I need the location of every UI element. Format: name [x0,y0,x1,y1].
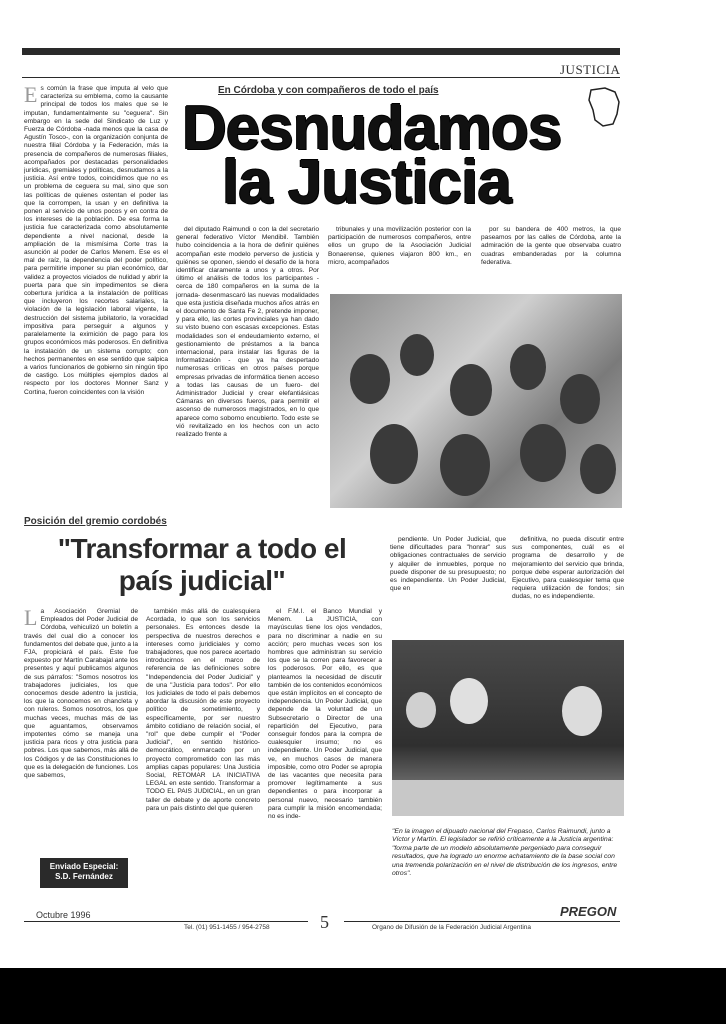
audience-figure [510,344,546,390]
footer-date: Octubre 1996 [36,910,91,920]
article2-column-5 [512,536,624,626]
article2-column-3 [268,608,382,892]
article2-col1-text: a Asociación Gremial de Empleados del Poder Judicial de Córdoba, vehiculizó un boletín a través del cual dio a conocer los fundamentos del debate que, junto a la FJA, propiciará el país. Este fue expuesto por Martín Carabajal ante los presentes y aquí publicamos algunos de sus párrafos: "Somos nosotros los trabajadores judiciales, los que conocemos desde adentro la justicia, los que la conocemos en chancleta y con ruleros. Somos nosotros, los que muchas veces, muchas más de las que aguantamos, observamos impotentes cómo se maneja una justicia para ricos y otra justicia para pobres. Los que sabemos, más allá de los Códigos y de las Constituciones lo que es la delegación de funciones. Los que sabemos, [24,608,138,780]
panel-person-right [562,686,602,736]
header-thin-rule [22,77,620,78]
byline-label: Enviado Especial: [49,862,119,871]
article2-col3-text: el F.M.I. el Banco Mundial y Menem. La JUSTICIA, con mayúsculas tiene los ojos vendados, para no discriminar a nadie en su acción; pero muchas veces son los hombres que administran su servicio los que se la corren para favorecer a los poderosos. Por ello, es que planteamos la necesidad de discutir también de los contenidos económicos que están implícitos en el concepto de independencia. Un Poder Judicial, que depende de la voluntad de un Subsecretario o Director de una repartición del Ejecutivo, para conseguir fondos para la compra de cualesquier insumo; no es independiente. Un Poder Judicial, que ve, en muchos casos de manera imposible, como otro Poder se apropia de las vacantes que necesita para promover legítimamente a sus dependientes o para incorporar a personal nuevo, necesario también para cumplir la misión encomendada; no es inde- [268,608,382,821]
article1-column-4 [481,226,621,278]
article2-column-2 [146,608,260,892]
panel-person-center [450,678,488,724]
section-title: JUSTICIA [560,62,621,77]
article2-kicker: Posición del gremio cordobés [24,516,167,527]
panel-photo [392,640,624,816]
article2-headline-line2: país judicial" [118,565,286,596]
article1-kicker: En Córdoba y con compañeros de todo el país [218,85,439,96]
audience-figure [440,434,490,496]
bottom-black-band [0,968,726,1024]
audience-figure [350,354,390,404]
audience-figure [400,334,434,376]
byline-box [40,858,128,888]
article1-col2-text: del diputado Raimundi o con la del secretario general federativo Víctor Mendibil. También hubo coincidencia a la hora de definir quiénes acompañan este modelo perverso de justicia y quiénes se oponen, siendo el desafío de la hora identificar claramente a unos y a otros. Por último el análisis de todos los participantes -cerca de 180 compañeros en la suma de la jornada- desenmascaró las nuevas modalidades que esta justicia diseñada muchos años atrás en el documento de Santa Fe 2, pretende imponer, y para ello, las cortes provinciales ya han dado su visto bueno con escasas excepciones. Estas modalidades son el endeudamiento externo, el gestionamiento de préstamos a la banca internacional, para instalar las figuras de la Informatización - que ya ha despertado numerosas críticas en otros países porque empresas privadas de informática tienen acceso a todas las causas de un fuero- del Administrador Judicial y crear elefantiásicas Cámaras en diversos fueros, para permitir el ascenso de numerosos magistrados, en lo que aparece como soborno encubierto. Todo este se vió revitalizado en los hechos con un acto realizado frente a [176,226,319,439]
pregon-logo: PREGON [560,904,617,919]
audience-figure [450,364,492,416]
byline-name: S.D. Fernández [55,872,113,881]
audience-figure [580,444,616,494]
article2-col5-text: definitiva, no pueda discutir entre sus componentes, cuál es el programa de desarrollo y de mejoramiento del servicio que brinda, porque debe esperar autorización del Ejecutivo, para cualesquier tema que requiera utilización de fondos; sin dudas, no es independiente. [512,536,624,601]
article1-col1-text: s común la frase que imputa al velo que caracteriza su emblema, como la causante principal de todos los males que se le imputan, fundamentalmente su "ceguera". Sin embargo en la sede del Sindicato de Luz y Fuerza de Córdoba -nada menos que la casa de Agustín Tosco-, con la organización conjunta de nuestra filial Córdoba y la Federación, más la presencia de compañeros de numerosas filiales, acompañados por destacadas personalidades jurídicas, gremiales y políticas, desnudamos a la justicia. Así entre todos, coincidimos que no es un problema de ceguera su mal, sino que son las políticas de quienes ostentan el poder las que la corrompen, la usan y en definitiva la ponen al servicio de unos pocos y en contra de los intereses de la población. De esa forma la justicia fue caracterizada como absolutamente dependiente a nivel nacional, desde la ampliación de la mismísima Corte tras la asunción al poder de Carlos Menem. Ese es el mal de raíz, la dependencia del poder político, para permitirle imponer su plan económico, dar validez a proyectos viciados de nulidad y abrir la puerta para que sin impedimentos se diera cobertura jurídica a la instalación de políticas que incluyeron los recortes salariales, la violación de la legislación laboral vigente, la destrucción del sistema jubilatorio, la voracidad impositiva para perseguir a algunos y paralelamente la eximición de pago para los grupos económicos más poderosos. En definitiva la instalación de un sistema corrupto; con hechos permanentes en ese sentido que salpica a varios funcionarios de gobierno sin ningún tipo de castigo. Los múltiples ejemplos dados al respecto por los doctores Monner Sanz y Cortina, fueron coincidentes con la visión [24,85,168,396]
footer-page-number: 5 [320,912,329,932]
article2-column-4 [390,536,506,626]
audience-figure [370,424,418,484]
panel-table [392,780,624,816]
audience-figure [560,374,600,424]
article2-col2-text: también más allá de cualesquiera Acordada, lo que son los servicios personales. Es entonces desde la perspectiva de nuestros derechos e intereses como juridiciales y como trabajadores, que nos parece acertado introducirnos en el marco de referencia de las definiciones sobre "Independencia del Poder Judicial" y de una "Justicia para todos". Por ello los judiciales de todo el país debemos abordar la discusión de este proyecto político de sometimiento, y específicamente, por ser nuestro ámbito cotidiano de relación social, el "rol" que debe cumplir el "Poder Judicial", en sentido histórico-democrático, enmarcado por un proyecto comprometido con las más amplias capas populares: Una Justicia Social, RETOMAR LA INICIATIVA LEGAL en este sentido. Transformar a TODO EL PAIS JUDICIAL, en un gran taller de debate y de aporte concreto para un país distinto del que quieren [146,608,260,812]
dropcap-e: E [24,85,38,107]
article1-col3-text: tribunales y una movilización posterior con la participación de numerosos compañeros, entre ellos un grupo de la Asociación Judicial Bonaerense, quienes viajaron 800 km., en micro, acompañados [328,226,471,266]
audience-photo [330,294,622,508]
article1-col4-text: por su bandera de 400 metros, la que paseamos por las calles de Córdoba, ante la admiración de la gente que observaba cuatro cuadras embanderadas por la columna federativa. [481,226,621,266]
article1-headline-line2: la Justicia [222,148,511,217]
panel-person-left [406,692,436,728]
footer-rule-left [24,921,308,922]
footer-rule-right [344,921,620,922]
article2-column-1 [24,608,138,852]
footer-org: Organo de Difusión de la Federación Judicial Argentina [372,924,531,931]
article1-headline-line1: Desnudamos [182,94,562,163]
dropcap-l: L [24,608,38,630]
top-rule [22,48,620,55]
article2-headline-line1: "Transformar a todo el [57,533,347,564]
article1-column-2 [176,226,319,509]
panel-photo-caption: "En la imagen el dipuado nacional del Frepaso, Carlos Raimundi, junto a Víctor y Martín. El legislador se refirió críticamente a la Justicia argentina: "forma parte de un modelo absolutamente pergeniado para conseguir resultados, que ha logrado un enorme achatamiento de la base social con una tremenda polarización en el nivel de distribución de los ingresos, entre otros". [392,828,618,878]
footer-phone: Tel. (01) 951-1455 / 954-2758 [184,924,270,931]
article1-column-1 [24,85,168,509]
cordoba-map-icon [585,84,625,130]
article1-column-3 [328,226,471,278]
article2-col4-text: pendiente. Un Poder Judicial, que tiene dificultades para "honrar" sus obligaciones contractuales de servicio y alquiler de inmuebles, porque no puede disponer de su presupuesto; no es independiente. Un Poder Judicial, que en [390,536,506,593]
audience-figure [520,424,566,482]
